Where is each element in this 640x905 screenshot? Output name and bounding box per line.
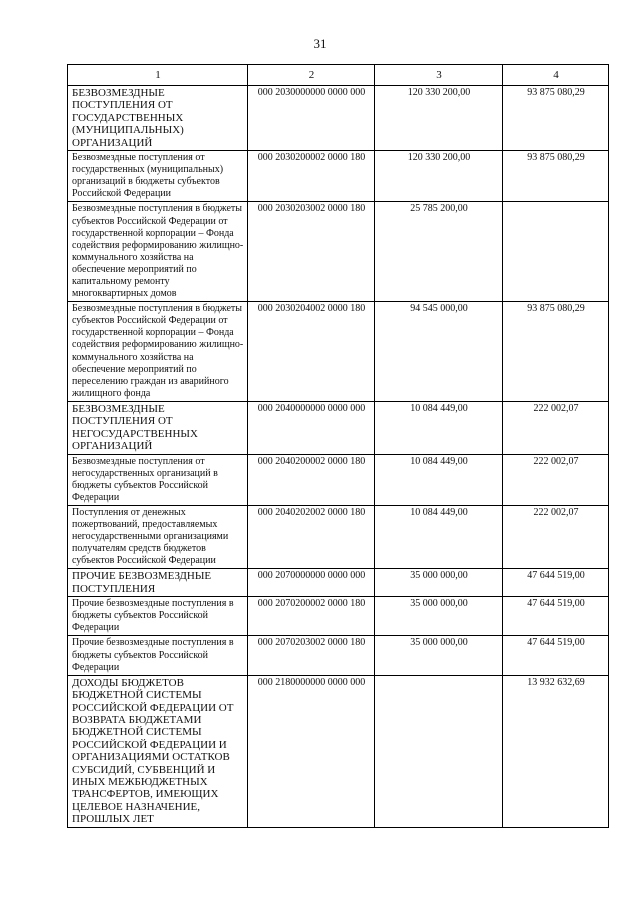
table-row xyxy=(68,636,609,675)
row-name: Безвозмездные поступления в бюджеты субъектов Российской Федерации от государственной корпорации – Фонда содействия реформированию жилищно-коммунального хозяйства на обеспечение мероприятий по капитальному ремонту многоквартирных домов xyxy=(68,202,248,302)
row-name: Прочие безвозмездные поступления в бюджеты субъектов Российской Федерации xyxy=(68,597,248,636)
row-code: 000 2070000000 0000 000 xyxy=(248,569,375,597)
table-row xyxy=(68,505,609,568)
row-actual: 222 002,07 xyxy=(503,505,609,568)
row-actual: 47 644 519,00 xyxy=(503,569,609,597)
row-plan: 120 330 200,00 xyxy=(375,151,503,202)
row-code: 000 2070203002 0000 180 xyxy=(248,636,375,675)
table-row xyxy=(68,675,609,827)
table-row xyxy=(68,302,609,402)
page-number: 31 xyxy=(313,36,327,51)
table-row xyxy=(68,597,609,636)
row-code: 000 2030204002 0000 180 xyxy=(248,302,375,402)
row-code: 000 2040200002 0000 180 xyxy=(248,454,375,505)
row-plan: 10 084 449,00 xyxy=(375,505,503,568)
row-plan: 10 084 449,00 xyxy=(375,401,503,454)
budget-table xyxy=(67,64,609,828)
row-name: Безвозмездные поступления от государственных (муниципальных) организаций в бюджеты субъектов Российской Федерации xyxy=(68,151,248,202)
row-name: Безвозмездные поступления от негосударственных организаций в бюджеты субъектов Российской Федерации xyxy=(68,454,248,505)
column-header-actual: 4 xyxy=(503,65,609,86)
row-actual: 222 002,07 xyxy=(503,454,609,505)
row-plan: 120 330 200,00 xyxy=(375,86,503,151)
column-header-plan: 3 xyxy=(375,65,503,86)
row-name: Поступления от денежных пожертвований, предоставляемых негосударственными организациями получателям средств бюджетов субъектов Российской Федерации xyxy=(68,505,248,568)
table-header-row xyxy=(68,65,609,86)
table-row xyxy=(68,401,609,454)
row-code: 000 2040202002 0000 180 xyxy=(248,505,375,568)
row-actual: 93 875 080,29 xyxy=(503,151,609,202)
row-name: Прочие безвозмездные поступления в бюджеты субъектов Российской Федерации xyxy=(68,636,248,675)
row-code: 000 2030203002 0000 180 xyxy=(248,202,375,302)
row-actual: 47 644 519,00 xyxy=(503,597,609,636)
row-plan: 35 000 000,00 xyxy=(375,597,503,636)
row-plan xyxy=(375,675,503,827)
row-actual: 47 644 519,00 xyxy=(503,636,609,675)
row-code: 000 2030200002 0000 180 xyxy=(248,151,375,202)
row-name: БЕЗВОЗМЕЗДНЫЕ ПОСТУПЛЕНИЯ ОТ ГОСУДАРСТВЕННЫХ (МУНИЦИПАЛЬНЫХ) ОРГАНИЗАЦИЙ xyxy=(68,86,248,151)
row-code: 000 2180000000 0000 000 xyxy=(248,675,375,827)
row-code: 000 2040000000 0000 000 xyxy=(248,401,375,454)
table-row xyxy=(68,454,609,505)
column-header-code: 2 xyxy=(248,65,375,86)
row-actual xyxy=(503,202,609,302)
row-code: 000 2030000000 0000 000 xyxy=(248,86,375,151)
table-row xyxy=(68,151,609,202)
column-header-name: 1 xyxy=(68,65,248,86)
row-actual: 93 875 080,29 xyxy=(503,302,609,402)
row-name: БЕЗВОЗМЕЗДНЫЕ ПОСТУПЛЕНИЯ ОТ НЕГОСУДАРСТВЕННЫХ ОРГАНИЗАЦИЙ xyxy=(68,401,248,454)
row-plan: 94 545 000,00 xyxy=(375,302,503,402)
row-plan: 35 000 000,00 xyxy=(375,636,503,675)
row-plan: 10 084 449,00 xyxy=(375,454,503,505)
table-row xyxy=(68,86,609,151)
row-name: ДОХОДЫ БЮДЖЕТОВ БЮДЖЕТНОЙ СИСТЕМЫ РОССИЙСКОЙ ФЕДЕРАЦИИ ОТ ВОЗВРАТА БЮДЖЕТАМИ БЮДЖЕТНОЙ СИСТЕМЫ РОССИЙСКОЙ ФЕДЕРАЦИИ И ОРГАНИЗАЦИЯМИ ОСТАТКОВ СУБСИДИЙ, СУБВЕНЦИЙ И ИНЫХ МЕЖБЮДЖЕТНЫХ ТРАНСФЕРТОВ, ИМЕЮЩИХ ЦЕЛЕВОЕ НАЗНАЧЕНИЕ, ПРОШЛЫХ ЛЕТ xyxy=(68,675,248,827)
row-plan: 35 000 000,00 xyxy=(375,569,503,597)
table-row xyxy=(68,569,609,597)
row-actual: 222 002,07 xyxy=(503,401,609,454)
row-actual: 13 932 632,69 xyxy=(503,675,609,827)
row-name: ПРОЧИЕ БЕЗВОЗМЕЗДНЫЕ ПОСТУПЛЕНИЯ xyxy=(68,569,248,597)
table-row xyxy=(68,202,609,302)
row-code: 000 2070200002 0000 180 xyxy=(248,597,375,636)
row-name: Безвозмездные поступления в бюджеты субъектов Российской Федерации от государственной корпорации – Фонда содействия реформированию жилищно-коммунального хозяйства на обеспечение мероприятий по переселению граждан из аварийного жилищного фонда xyxy=(68,302,248,402)
row-plan: 25 785 200,00 xyxy=(375,202,503,302)
row-actual: 93 875 080,29 xyxy=(503,86,609,151)
